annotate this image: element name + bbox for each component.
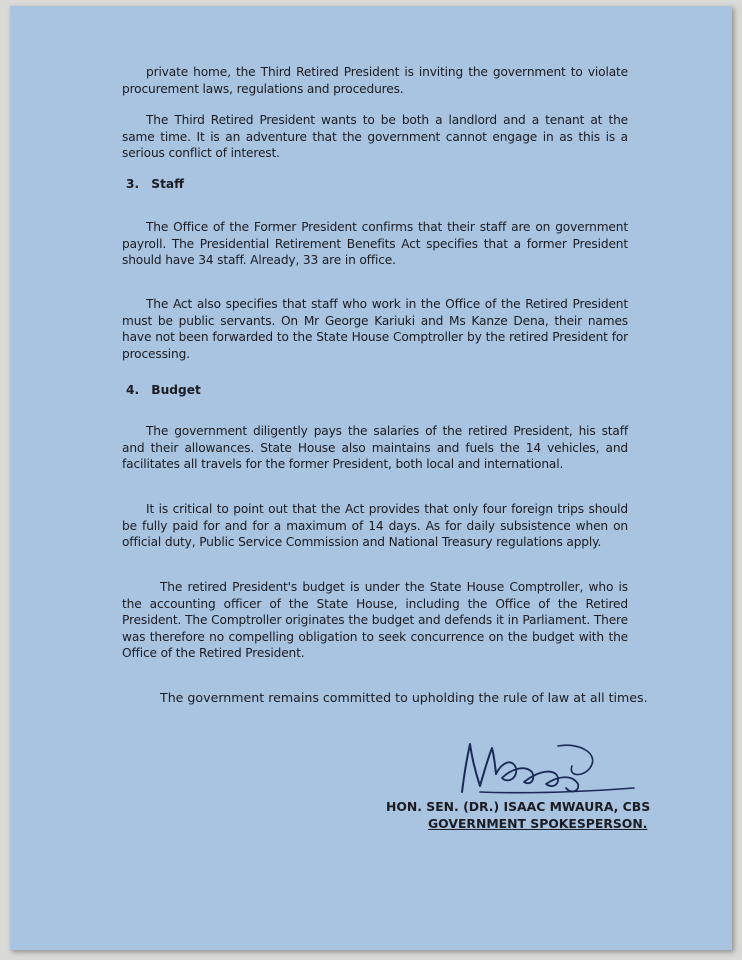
paragraph-foreign-trips	[122, 501, 628, 551]
document-page	[10, 6, 732, 950]
paragraph-procurement	[122, 64, 628, 97]
closing-statement: The government remains committed to upholding the rule of law at all times.	[160, 690, 648, 705]
paragraph-text: The Third Retired President wants to be both a landlord and a tenant at the same time. It is an adventure that the government cannot engage in as this is a serious conflict of interest.	[122, 113, 628, 160]
paragraph-text: The Act also specifies that staff who work in the Office of the Retired President must be public servants. On Mr George Kariuki and Ms Kanze Dena, their names have not been forwarded to the State House Comptroller by the retired President for processing.	[122, 297, 628, 361]
section-heading-budget: 4. Budget	[126, 383, 201, 397]
paragraph-text: It is critical to point out that the Act provides that only four foreign trips should be fully paid for and for a maximum of 14 days. As for daily subsistence when on official duty, Public Service Commission and National Treasury regulations apply.	[122, 502, 628, 549]
paragraph-staff-payroll	[122, 219, 628, 269]
signatory-title: GOVERNMENT SPOKESPERSON.	[428, 816, 648, 831]
section-heading-staff: 3. Staff	[126, 177, 184, 191]
paragraph-text: The government diligently pays the salaries of the retired President, his staff and their allowances. State House also maintains and fuels the 14 vehicles, and facilitates all travels for the former President, both local and international.	[122, 424, 628, 471]
signatory-name: HON. SEN. (DR.) ISAAC MWAURA, CBS	[386, 799, 651, 814]
paragraph-text: The Office of the Former President confirms that their staff are on government payroll. The Presidential Retirement Benefits Act specifies that a former President should have 34 staff. Already, 33 are in office.	[122, 220, 628, 267]
paragraph-salaries	[122, 423, 628, 473]
paragraph-landlord-tenant	[122, 112, 628, 162]
paragraph-text: private home, the Third Retired President is inviting the government to violate procurement laws, regulations and procedures.	[122, 65, 628, 96]
paragraph-budget-comptroller	[122, 579, 628, 662]
paragraph-public-servants	[122, 296, 628, 362]
handwritten-signature	[450, 734, 640, 804]
paragraph-text: The retired President's budget is under the State House Comptroller, who is the accounting officer of the State House, including the Office of the Retired President. The Comptroller originates the budget and defends it in Parliament. There was therefore no compelling obligation to seek concurrence on the budget with the Office of the Retired President.	[122, 580, 628, 660]
